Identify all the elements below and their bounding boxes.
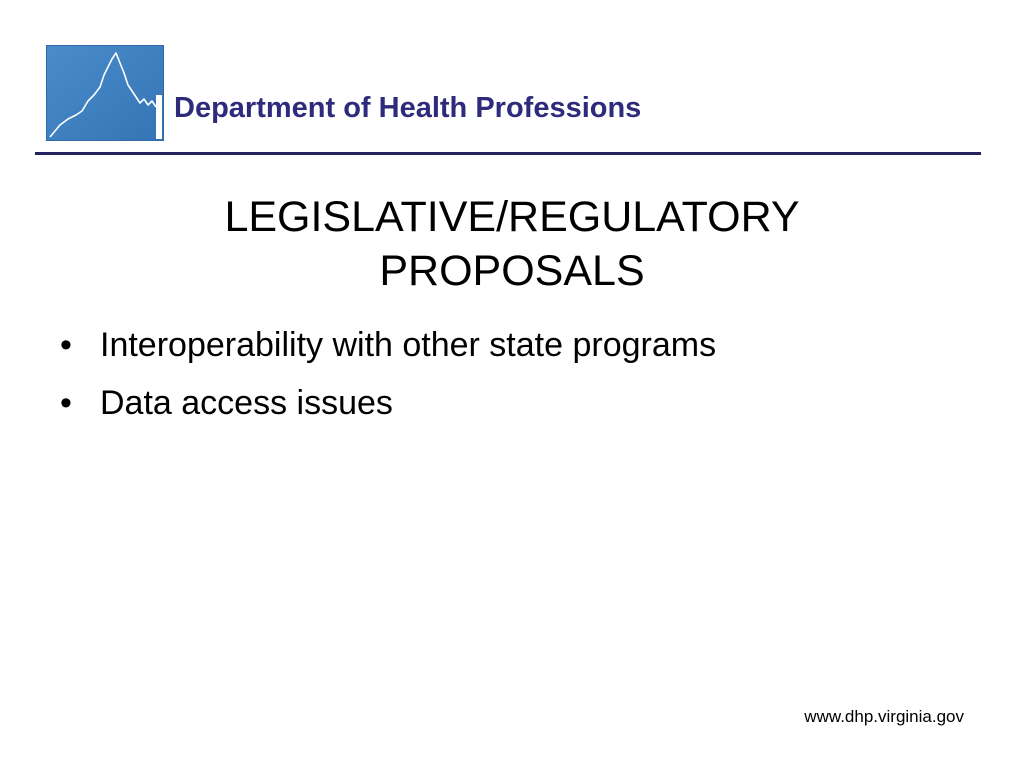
- bullet-list: [60, 326, 716, 442]
- footer-website-link[interactable]: www.dhp.virginia.gov: [804, 707, 964, 726]
- list-item: [60, 326, 716, 384]
- organization-name: Department of Health Professions: [174, 92, 642, 124]
- slide-title: [150, 190, 874, 298]
- list-item: [60, 384, 716, 442]
- slide-title-line-2: PROPOSALS: [379, 247, 645, 295]
- bullet-text: Interoperability with other state programs: [100, 326, 717, 364]
- bullet-icon: •: [60, 384, 72, 422]
- dhp-logo-icon: [46, 45, 164, 141]
- bullet-icon: •: [60, 326, 72, 364]
- bullet-text: Data access issues: [100, 384, 393, 422]
- slide-title-line-1: LEGISLATIVE/REGULATORY: [224, 193, 800, 241]
- header-divider: [35, 152, 981, 155]
